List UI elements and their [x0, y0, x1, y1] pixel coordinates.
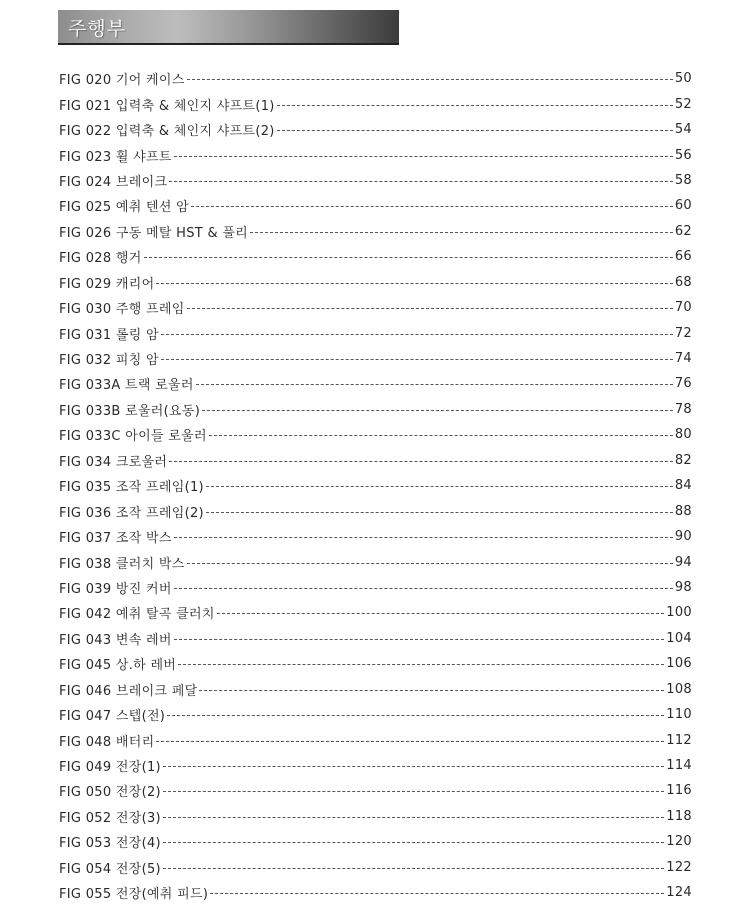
toc-entry-page-number: 74 — [674, 351, 692, 367]
dot-leader — [167, 715, 664, 716]
toc-entry-label: FIG 033A 트랙 로울러 — [59, 378, 194, 394]
toc-entry-label: FIG 042 예취 탈곡 클러치 — [59, 607, 215, 623]
toc-entry-page-number: 116 — [666, 783, 692, 799]
toc-entry[interactable] — [59, 498, 692, 523]
toc-entry-label: FIG 055 전장(예취 피드) — [59, 887, 209, 903]
dot-leader — [169, 181, 673, 182]
dot-leader — [277, 105, 673, 106]
dot-leader — [163, 817, 664, 818]
toc-entry-page-number: 110 — [666, 707, 692, 723]
dot-leader — [174, 639, 665, 640]
toc-entry-page-number: 58 — [674, 172, 692, 188]
dot-leader — [163, 842, 664, 843]
toc-entry-page-number: 118 — [666, 808, 692, 824]
dot-leader — [156, 283, 672, 284]
dot-leader — [217, 613, 665, 614]
toc-entry[interactable] — [59, 651, 692, 676]
toc-entry-label: FIG 047 스텝(전) — [59, 709, 166, 725]
toc-entry[interactable] — [59, 473, 692, 498]
toc-entry-label: FIG 043 변속 레버 — [59, 632, 172, 648]
toc-entry-label: FIG 032 피칭 암 — [59, 353, 159, 369]
dot-leader — [199, 690, 664, 691]
toc-entry-label: FIG 033C 아이들 로울러 — [59, 429, 207, 445]
toc-entry-page-number: 108 — [666, 681, 692, 697]
toc-entry-page-number: 122 — [666, 859, 692, 875]
toc-entry-page-number: 52 — [674, 96, 692, 112]
toc-entry-page-number: 50 — [674, 71, 692, 87]
dot-leader — [206, 486, 673, 487]
toc-entry-label: FIG 035 조작 프레임(1) — [59, 480, 204, 496]
toc-entry-label: FIG 022 입력축 & 체인지 샤프트(2) — [59, 124, 275, 140]
toc-entry[interactable] — [59, 524, 692, 549]
toc-entry[interactable] — [59, 270, 692, 295]
toc-entry-page-number: 90 — [674, 529, 692, 545]
toc-entry-label: FIG 053 전장(4) — [59, 836, 161, 852]
toc-entry[interactable] — [59, 117, 692, 142]
dot-leader — [277, 130, 673, 131]
toc-entry[interactable] — [59, 549, 692, 574]
toc-entry-page-number: 104 — [666, 630, 692, 646]
toc-entry-label: FIG 054 전장(5) — [59, 861, 161, 877]
toc-entry[interactable] — [59, 626, 692, 651]
toc-entry[interactable] — [59, 66, 692, 91]
dot-leader — [196, 384, 673, 385]
dot-leader — [169, 461, 673, 462]
toc-entry-page-number: 100 — [666, 605, 692, 621]
dot-leader — [202, 410, 673, 411]
toc-entry-label: FIG 024 브레이크 — [59, 174, 168, 190]
dot-leader — [250, 232, 673, 233]
toc-entry[interactable] — [59, 244, 692, 269]
dot-leader — [178, 664, 664, 665]
toc-entry-label: FIG 050 전장(2) — [59, 785, 161, 801]
toc-entry-page-number: 114 — [666, 758, 692, 774]
dot-leader — [187, 308, 673, 309]
toc-entry-page-number: 124 — [666, 885, 692, 901]
dot-leader — [161, 334, 673, 335]
toc-entry-label: FIG 049 전장(1) — [59, 760, 161, 776]
toc-entry-label: FIG 036 조작 프레임(2) — [59, 505, 204, 521]
toc-entry-page-number: 98 — [674, 579, 692, 595]
toc-entry-label: FIG 020 기어 케이스 — [59, 73, 185, 89]
toc-entry-page-number: 62 — [674, 223, 692, 239]
toc-entry[interactable] — [59, 168, 692, 193]
toc-entry[interactable] — [59, 829, 692, 854]
toc-entry[interactable] — [59, 702, 692, 727]
toc-entry-page-number: 66 — [674, 249, 692, 265]
toc-entry[interactable] — [59, 880, 692, 905]
toc-entry[interactable] — [59, 371, 692, 396]
toc-entry-page-number: 94 — [674, 554, 692, 570]
toc-entry[interactable] — [59, 91, 692, 116]
toc-entry[interactable] — [59, 346, 692, 371]
dot-leader — [174, 156, 673, 157]
toc-entry-label: FIG 031 롤링 암 — [59, 327, 159, 343]
toc-entry-page-number: 82 — [674, 452, 692, 468]
toc-entry[interactable] — [59, 193, 692, 218]
toc-entry-page-number: 76 — [674, 376, 692, 392]
dot-leader — [156, 741, 664, 742]
dot-leader — [210, 893, 664, 894]
dot-leader — [163, 766, 664, 767]
toc-entry-label: FIG 023 휠 샤프트 — [59, 149, 172, 165]
toc-entry-page-number: 70 — [674, 300, 692, 316]
toc-entry-label: FIG 021 입력축 & 체인지 샤프트(1) — [59, 98, 275, 114]
toc-entry-page-number: 84 — [674, 478, 692, 494]
dot-leader — [174, 537, 673, 538]
toc-entry[interactable] — [59, 575, 692, 600]
toc-entry[interactable] — [59, 677, 692, 702]
toc-entry-label: FIG 037 조작 박스 — [59, 531, 172, 547]
toc-entry[interactable] — [59, 422, 692, 447]
toc-entry[interactable] — [59, 855, 692, 880]
toc-entry-label: FIG 026 구동 메탈 HST & 풀리 — [59, 225, 249, 241]
toc-entry[interactable] — [59, 804, 692, 829]
toc-entry-page-number: 106 — [666, 656, 692, 672]
toc-entry[interactable] — [59, 600, 692, 625]
toc-entry-page-number: 72 — [674, 325, 692, 341]
toc-entry[interactable] — [59, 320, 692, 345]
toc-entry-label: FIG 045 상.하 레버 — [59, 658, 177, 674]
toc-entry-label: FIG 038 클러치 박스 — [59, 556, 185, 572]
dot-leader — [209, 435, 673, 436]
toc-entry-page-number: 54 — [674, 122, 692, 138]
toc-entry[interactable] — [59, 142, 692, 167]
toc-entry-label: FIG 052 전장(3) — [59, 810, 161, 826]
toc-entry-label: FIG 029 캐리어 — [59, 276, 155, 292]
dot-leader — [163, 791, 664, 792]
toc-entry-label: FIG 030 주행 프레임 — [59, 302, 185, 318]
toc-entry-label: FIG 028 행거 — [59, 251, 142, 267]
toc-entry-page-number: 56 — [674, 147, 692, 163]
dot-leader — [161, 359, 673, 360]
section-header — [58, 10, 399, 45]
dot-leader — [163, 868, 664, 869]
toc-entry-label: FIG 033B 로울러(요동) — [59, 403, 201, 419]
toc-entry[interactable] — [59, 448, 692, 473]
dot-leader — [174, 588, 673, 589]
dot-leader — [191, 206, 673, 207]
toc-entry-page-number: 120 — [666, 834, 692, 850]
toc-entry-page-number: 78 — [674, 401, 692, 417]
toc-entry-page-number: 80 — [674, 427, 692, 443]
toc-entry[interactable] — [59, 778, 692, 803]
section-title: 주행부 — [68, 18, 127, 40]
toc-entry[interactable] — [59, 753, 692, 778]
dot-leader — [144, 257, 673, 258]
toc-entry-label: FIG 025 예취 텐션 암 — [59, 200, 190, 216]
toc-entry-page-number: 88 — [674, 503, 692, 519]
toc-entry-label: FIG 034 크로울러 — [59, 454, 168, 470]
toc-entry-label: FIG 039 방진 커버 — [59, 581, 172, 597]
toc-entry-page-number: 60 — [674, 198, 692, 214]
toc-entry-label: FIG 048 배터리 — [59, 734, 155, 750]
toc-entry[interactable] — [59, 219, 692, 244]
toc-entry-label: FIG 046 브레이크 페달 — [59, 683, 198, 699]
dot-leader — [187, 79, 673, 80]
toc-entry[interactable] — [59, 295, 692, 320]
dot-leader — [206, 512, 673, 513]
table-of-contents — [59, 66, 692, 905]
toc-entry[interactable] — [59, 727, 692, 752]
toc-entry[interactable] — [59, 397, 692, 422]
toc-entry-page-number: 68 — [674, 274, 692, 290]
toc-entry-page-number: 112 — [666, 732, 692, 748]
dot-leader — [187, 563, 673, 564]
